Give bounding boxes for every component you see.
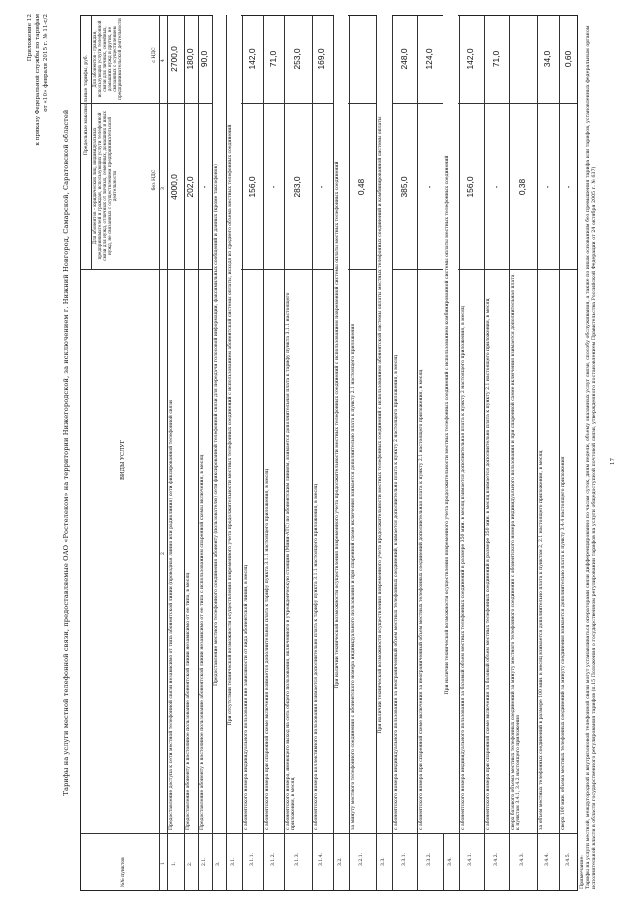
row-number: 3.4.2. [493,852,499,866]
row-divider [159,16,160,890]
column-index-3: 3 [160,187,166,190]
row-number: 3.4.5. [565,852,571,866]
row-number: 1. [172,861,178,866]
row-divider [537,16,538,890]
row-number: 3.2. [337,857,343,866]
row-number: 3.3.2. [427,852,433,866]
tariff-value-legal: 385,0 [398,176,409,198]
service-description: При наличии технической возможности осуществления повременного учета продолжительности местных телефонных соединений с использованием абонентской системы оплаты местных телефонных соединений и комбинированной системы оплаты [378,116,384,734]
header-line-1: Приложение 12 [27,14,33,62]
column-index-2: 2 [160,552,166,555]
tariff-value-legal: 0,48 [356,178,367,196]
column-index-1: 1 [160,862,166,865]
service-description: с абонентского номера индивидуального пользования вне зависимости от вида абонентской линии, в месяц [244,565,249,830]
service-description: с абонентского номера коллективного пользования взимается дополнительно плата к тарифу пункта 3.1.1 настоящего приложения, в месяц [313,484,319,830]
column-divider [81,269,577,270]
row-divider [91,16,92,270]
tariff-value-citizens: 248,0 [398,48,409,70]
tariff-value-legal: 0,38 [517,178,527,196]
tariff-value-legal: - [199,185,210,189]
tariff-value-citizens: 124,0 [424,48,435,70]
row-divider [242,16,243,890]
service-description: Предоставление абоненту в постоянное пользование абонентской линии независимо от ее типа с использованием спаренной схемы включения, в месяц [199,454,205,830]
row-number: 3.1.3. [294,852,300,866]
service-description: При наличии технической возможности осуществления повременного учета продолжительности местных телефонных соединений с использованием комбинированной системы оплаты местных телефонных соединений [444,155,450,695]
row-number: 3.4.4. [544,852,550,866]
row-divider [349,16,350,890]
row-divider [459,16,460,890]
tariff-value-citizens: 90,0 [199,50,210,68]
tariff-value-citizens: 142,0 [465,48,476,70]
row-number: 3.1.2. [270,852,276,866]
service-description: Предоставление местного телефонного соединения абоненту (пользователю) сети фиксированной телефонной связи для передачи голосовой информации, факсимильных сообщений и данных (кроме таксофонов) [214,164,220,686]
row-number: 3.4. [447,857,453,866]
service-description: с абонентского номера при спаренной схеме включения за неограниченный объем местных телефонных соединений дополнительная плата к пункту 2.1 настоящего приложения, в месяц [419,369,425,830]
col-header-citizens: Для абонентов - граждан, использующих услуги телефонной связи для личных, семейных, домашних нужд и других, не связанных с осуществлением предпринимательской деятельности [92,18,122,100]
row-divider [392,16,393,890]
column-divider [81,103,577,104]
service-description: с абонентского номера, имеющего выход на сеть общего пользования, включенного в учрежденческую станцию (Мини-АТС) по абонентским линиям, взимается дополнительная плата к тарифу пункта 3.1.1 настоящего приложения, в месяц [286,292,297,830]
service-description: Предоставление абоненту в постоянное пользование абонентской линии независимо от ее типа, в месяц [185,572,191,830]
service-description: При наличии технической возможности осуществления повременного учета продолжительности местных телефонных соединений с использованием повременной системы оплаты местных телефонных соединений [334,161,340,689]
notes-label: Примечание: [580,855,585,889]
service-description: Предоставление доступа к сети местной телефонной связи независимо от типа абонентской линии (проводная линия или радиолиния) сети фиксированной телефонной связи [169,400,174,830]
row-divider [312,16,313,890]
unit-with-vat: с НДС [152,47,157,63]
document-title: Тарифы на услуги местной телефонной связи, предоставляемые ОАО «Ростелеком» на территории Нижегородской, за исключением г. Нижний Новгород, Самарской, Саратовской областей [62,109,70,796]
row-number: 3.3.1. [401,852,407,866]
row-number: 3. [216,861,222,866]
col-header-number: №№ пунктов [121,857,126,887]
row-divider [559,16,560,890]
service-description: с абонентского номера при спаренной схеме включения за базовый объем местных телефонных соединений в размере 350 мин. в месяц взимается дополнительно плата к пункту 2.1 настоящего приложения, в месяц [485,298,491,830]
tariff-value-legal: - [562,185,573,189]
tariff-value-citizens: 169,0 [316,48,327,70]
column-index-4: 4 [160,59,166,62]
service-description: При отсутствии технической возможности осуществления повременного учета продолжительности местных телефонных соединений с использованием абонентской системы оплаты, исходя из среднего объема местных телефонных соединений [228,124,234,726]
header-line-3: от «10» февраля 2015 г. № 11-с/2 [43,14,49,112]
col-header-legal-entities: Для абонентов – юридических лиц, индивидуальных предпринимателей и граждан, использующих услуги телефонной связи для нужд, отличных от личных, семейных, домашних и иных нужд, не связанных с осуществлением предпринимательской деятельности [92,111,117,261]
tariff-value-citizens: 71,0 [267,50,278,68]
notes-block [580,19,597,889]
service-description: с абонентского номера при спаренной схеме включения взимается дополнительная плата к тарифу пункта 3.1.1 настоящего приложения, в месяц [265,469,271,830]
row-number: 3.1. [231,857,237,866]
tariff-value-citizens: 142,0 [246,48,257,70]
column-divider [81,833,577,834]
tariff-value-citizens: 180,0 [184,48,195,70]
service-description: за минуту местного телефонного соединения с абонентского номера индивидуального пользования и при спаренной схеме включения взимается дополнительно плата к пункту 2.1 настоящего приложения [350,323,356,830]
tariff-value-citizens: 2700,0 [169,46,180,72]
tariff-value-citizens: 34,0 [541,50,552,68]
row-number: 3.1.1. [249,852,255,866]
tariff-value-citizens: 253,0 [291,48,302,70]
col-header-service: ВИДЫ УСЛУГ [120,439,126,481]
service-description: сверх 100 мин. объема местных телефонных соединений за минуту соединения взимается дополнительно плата к пункту 3.4.4 настоящего приложения [560,456,566,830]
tariff-value-legal: 4000,0 [169,174,180,200]
page-number: 17 [610,457,616,465]
row-divider [263,16,264,890]
tariff-value-citizens: 0,60 [562,50,573,68]
tariff-value-legal: - [267,185,278,189]
tariff-value-legal: - [490,185,501,189]
service-description: сверх базового объема местных телефонных соединений за минуту местного телефонного соединения с абонентского номера индивидуального пользования и при спаренной схеме включения взимается дополнительная плата к пунктам 3.4.1, 3.4.2 настоящего приложения [511,274,522,830]
tariff-value-legal: 283,0 [291,176,302,198]
unit-without-vat: без НДС [152,169,157,191]
row-number: 2.1. [202,857,208,866]
tariff-value-legal: - [424,185,435,189]
notes-text: Тарифы на услуги местной, междугородной и внутризоновой телефонной связи могут устанавливаться операторами связи дифференцированно по часам суток, дням недели, объему оказанных услуг связи, способу обслуживания, а также по иным основаниям без превышения тарифа или тарифов, установленных федеральным органом исполнительной власти в области государственного регулирования тарифов (п.15 Положения о государственном регулировании тарифов на услуги общедоступной почтовой связи, утвержденного постановлением Правительства Российской Федерации от 24 октября 2005 г. № 637) [585,25,597,889]
tariff-value-citizens: 71,0 [490,50,501,68]
tariff-table [80,15,578,891]
service-description: с абонентского номера индивидуального пользования за базовый объем местных телефонных соединений в размере 350 мин. в месяц взимается дополнительная плата к пункту 2 настоящего приложения, в месяц [460,306,466,830]
row-number: 3.4.1. [468,852,474,866]
row-divider [484,16,485,890]
tariff-value-legal: 156,0 [246,176,257,198]
service-description: за объем местных телефонных соединений в размере 100 мин. в месяц взимается дополнительно плата к пунктам 2, 2.1 настоящего приложения, в месяц [538,450,544,830]
row-number: 3.4.3. [520,852,525,866]
tariff-value-legal: - [541,185,552,189]
tariff-value-legal: - [316,185,327,189]
appendix-header [26,14,50,146]
service-description: с абонентского номера индивидуального пользования за неограниченный объем местных телефонных соединений, взимается дополнительно плата к пункту 2 настоящего приложения, в месяц [394,354,399,830]
header-line-2: к приказу Федеральной службы по тарифам [35,14,41,146]
tariff-value-legal: 156,0 [465,176,476,198]
row-divider [167,16,168,890]
row-number: 2. [187,861,193,866]
tariff-value-legal: 202,0 [184,176,195,198]
row-number: 3.2.1. [359,852,365,866]
row-number: 3.1.4. [319,852,325,866]
row-number: 3.3. [381,857,387,866]
col-header-tariffs: Предельные максимальные тарифы, руб. [84,54,89,156]
